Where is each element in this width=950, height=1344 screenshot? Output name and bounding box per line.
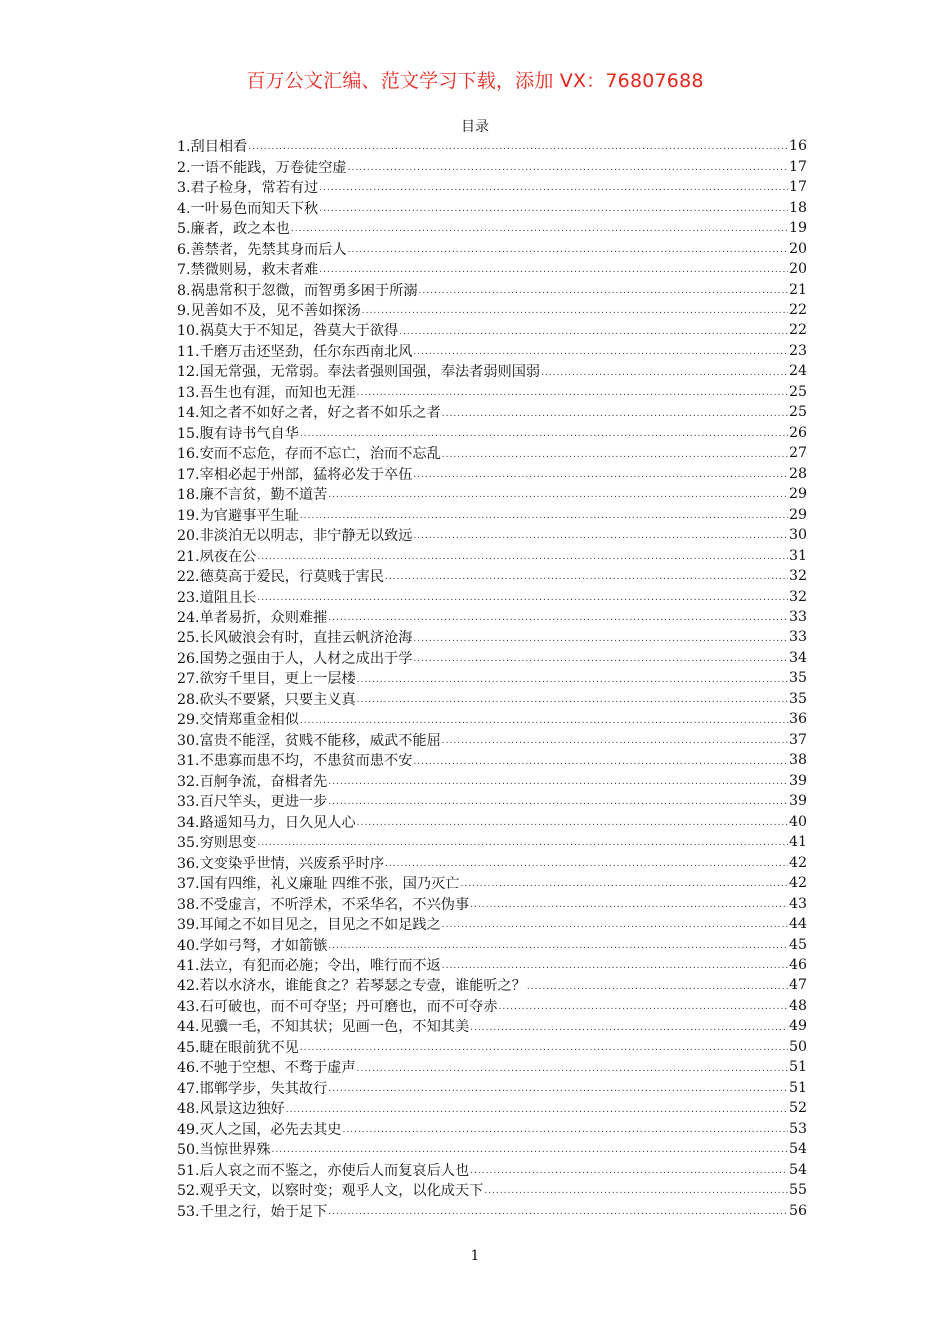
toc-entry-title: 49.灭人之国，必先去其史 — [177, 1121, 342, 1138]
toc-entry[interactable] — [177, 1159, 807, 1179]
toc-entry[interactable] — [177, 156, 807, 176]
dot-leader — [328, 941, 788, 955]
toc-entry-title: 24.单者易折，众则难摧 — [177, 610, 328, 627]
dot-leader — [348, 245, 788, 259]
toc-entry-title: 46.不驰于空想、不骛于虚声 — [177, 1060, 356, 1077]
toc-entry-page: 55 — [788, 1182, 807, 1199]
toc-entry[interactable] — [177, 218, 807, 238]
dot-leader — [470, 900, 788, 914]
toc-entry[interactable] — [177, 1016, 807, 1036]
toc-entry[interactable] — [177, 361, 807, 381]
toc-entry-page: 23 — [788, 342, 807, 359]
toc-entry-title: 11.千磨万击还坚劲，任尔东西南北风 — [177, 343, 413, 360]
toc-entry-title: 48.风景这边独好 — [177, 1101, 285, 1118]
toc-entry-title: 9.见善如不及，见不善如探汤 — [177, 302, 361, 319]
dot-leader — [460, 879, 787, 893]
dot-leader — [470, 1166, 788, 1180]
toc-entry-title: 26.国势之强由于人，人材之成出于学 — [177, 650, 413, 667]
toc-entry-title: 40.学如弓弩，才如箭镞 — [177, 937, 328, 954]
toc-entry[interactable] — [177, 1180, 807, 1200]
toc-entry-page: 31 — [788, 547, 807, 564]
toc-entry-title: 47.邯郸学步，失其故行 — [177, 1080, 328, 1097]
dot-leader — [300, 716, 788, 730]
toc-entry-page: 24 — [788, 363, 807, 380]
dot-leader — [328, 490, 788, 504]
promo-banner: 百万公文汇编、范文学习下载，添加 VX：76807688 — [246, 70, 704, 92]
dot-leader — [300, 429, 788, 443]
toc-entry[interactable] — [177, 934, 807, 954]
toc-entry[interactable] — [177, 893, 807, 913]
toc-entry-page: 51 — [788, 1059, 807, 1076]
toc-entry[interactable] — [177, 873, 807, 893]
toc-entry[interactable] — [177, 545, 807, 565]
toc-entry-page: 20 — [788, 261, 807, 278]
dot-leader — [413, 757, 788, 771]
toc-entry-title: 14.知之者不如好之者，好之者不如乐之者 — [177, 405, 441, 422]
toc-entry[interactable] — [177, 811, 807, 831]
toc-entry[interactable] — [177, 668, 807, 688]
toc-entry[interactable] — [177, 648, 807, 668]
toc-entry-page: 47 — [788, 977, 807, 994]
toc-entry-page: 42 — [788, 875, 807, 892]
toc-entry-title: 10.祸莫大于不知足，咎莫大于欲得 — [177, 323, 399, 340]
dot-leader — [328, 1084, 788, 1098]
toc-entry-title: 8.祸患常积于忽微，而智勇多困于所溺 — [177, 282, 418, 299]
toc-entry[interactable] — [177, 197, 807, 217]
toc-entry-page: 32 — [788, 588, 807, 605]
toc-title: 目录 — [461, 119, 489, 135]
toc-entry-page: 16 — [788, 138, 807, 155]
dot-leader — [342, 1125, 787, 1139]
toc-entry-title: 19.为官避事平生耻 — [177, 507, 299, 524]
dot-leader — [291, 224, 788, 238]
toc-entry[interactable] — [177, 750, 807, 770]
toc-entry-page: 27 — [788, 445, 807, 462]
toc-entry[interactable] — [177, 279, 807, 299]
dot-leader — [357, 675, 788, 689]
dot-leader — [419, 286, 788, 300]
dot-leader — [385, 572, 788, 586]
toc-entry[interactable] — [177, 730, 807, 750]
toc-entry-page: 34 — [788, 649, 807, 666]
toc-entry-title: 13.吾生也有涯，而知也无涯 — [177, 384, 356, 401]
toc-entry-page: 51 — [788, 1079, 807, 1096]
toc-entry[interactable] — [177, 320, 807, 340]
dot-leader — [442, 450, 788, 464]
dot-leader — [257, 593, 788, 607]
toc-entry[interactable] — [177, 402, 807, 422]
toc-entry-page: 35 — [788, 690, 807, 707]
toc-entry-title: 33.百尺竿头，更进一步 — [177, 794, 328, 811]
toc-entry-page: 26 — [788, 424, 807, 441]
dot-leader — [328, 797, 788, 811]
toc-entry-page: 53 — [788, 1120, 807, 1137]
toc-entry-title: 1.刮目相看 — [177, 139, 248, 156]
dot-leader — [362, 306, 788, 320]
toc-entry[interactable] — [177, 914, 807, 934]
toc-entry-page: 39 — [788, 793, 807, 810]
toc-entry[interactable] — [177, 791, 807, 811]
toc-entry-page: 18 — [788, 199, 807, 216]
toc-entry[interactable] — [177, 1200, 807, 1220]
toc-entry[interactable] — [177, 852, 807, 872]
toc-entry-title: 27.欲穷千里目，更上一层楼 — [177, 671, 356, 688]
toc-entry[interactable] — [177, 341, 807, 361]
toc-entry-title: 15.腹有诗书气自华 — [177, 425, 299, 442]
dot-leader — [399, 327, 788, 341]
toc-entry-page: 49 — [788, 1018, 807, 1035]
toc-entry-page: 52 — [788, 1100, 807, 1117]
dot-leader — [286, 1105, 788, 1119]
toc-entry[interactable] — [177, 832, 807, 852]
toc-entry-page: 37 — [788, 731, 807, 748]
toc-entry-title: 51.后人哀之而不鉴之，亦使后人而复哀后人也 — [177, 1162, 470, 1179]
toc-entry-title: 16.安而不忘危，存而不忘亡，治而不忘乱 — [177, 446, 441, 463]
toc-entry-title: 42.若以水济水，谁能食之？若琴瑟之专壹，谁能听之？ — [177, 978, 526, 995]
toc-entry-title: 23.道阻且长 — [177, 589, 257, 606]
toc-entry[interactable] — [177, 423, 807, 443]
toc-entry-title: 44.见骥一毛，不知其状；见画一色，不知其美 — [177, 1019, 470, 1036]
toc-entry-page: 25 — [788, 404, 807, 421]
dot-leader — [442, 961, 788, 975]
toc-entry-title: 2.一语不能践，万卷徒空虚 — [177, 159, 347, 176]
toc-entry[interactable] — [177, 1078, 807, 1098]
toc-entry[interactable] — [177, 504, 807, 524]
toc-entry[interactable] — [177, 955, 807, 975]
toc-entry-page: 45 — [788, 936, 807, 953]
dot-leader — [385, 859, 788, 873]
toc-entry-title: 43.石可破也，而不可夺坚；丹可磨也，而不可夺赤 — [177, 998, 498, 1015]
dot-leader — [357, 818, 788, 832]
toc-entry-page: 17 — [788, 179, 807, 196]
dot-leader — [413, 347, 788, 361]
toc-entry-page: 54 — [788, 1141, 807, 1158]
toc-entry[interactable] — [177, 464, 807, 484]
dot-leader — [357, 1064, 788, 1078]
toc-entry-page: 17 — [788, 158, 807, 175]
toc-entry[interactable] — [177, 177, 807, 197]
dot-leader — [470, 1023, 788, 1037]
dot-leader — [442, 920, 788, 934]
toc-entry-page: 44 — [788, 916, 807, 933]
toc-entry[interactable] — [177, 238, 807, 258]
toc-entry-title: 4.一叶易色而知天下秋 — [177, 200, 319, 217]
dot-leader — [484, 1186, 788, 1200]
table-of-contents — [177, 136, 807, 1221]
dot-leader — [357, 695, 788, 709]
toc-entry-title: 52.观乎天文，以察时变；观乎人文，以化成天下 — [177, 1183, 484, 1200]
toc-entry[interactable] — [177, 300, 807, 320]
toc-entry[interactable] — [177, 627, 807, 647]
toc-entry[interactable] — [177, 484, 807, 504]
toc-entry-page: 38 — [788, 752, 807, 769]
toc-entry-page: 41 — [788, 834, 807, 851]
toc-entry-title: 7.禁微则易，救末者难 — [177, 262, 319, 279]
toc-entry[interactable] — [177, 607, 807, 627]
dot-leader — [328, 613, 788, 627]
toc-entry[interactable] — [177, 443, 807, 463]
toc-entry-title: 30.富贵不能淫，贫贱不能移，威武不能屈 — [177, 732, 441, 749]
toc-entry-page: 19 — [788, 220, 807, 237]
toc-entry-title: 21.夙夜在公 — [177, 548, 257, 565]
dot-leader — [300, 511, 788, 525]
toc-entry-page: 22 — [788, 301, 807, 318]
toc-entry-page: 43 — [788, 895, 807, 912]
toc-entry-page: 29 — [788, 506, 807, 523]
dot-leader — [442, 736, 788, 750]
toc-entry[interactable] — [177, 259, 807, 279]
toc-entry-title: 12.国无常强，无常弱。奉法者强则国强，奉法者弱则国弱 — [177, 364, 541, 381]
toc-entry-title: 35.穷则思变 — [177, 835, 257, 852]
toc-entry-title: 22.德莫高于爱民，行莫贱于害民 — [177, 569, 385, 586]
toc-entry-title: 3.君子检身，常若有过 — [177, 180, 319, 197]
toc-entry-page: 36 — [788, 711, 807, 728]
toc-entry-page: 46 — [788, 956, 807, 973]
toc-entry[interactable] — [177, 996, 807, 1016]
dot-leader — [328, 777, 788, 791]
toc-entry-title: 28.砍头不要紧，只要主义真 — [177, 691, 356, 708]
toc-entry-title: 37.国有四维，礼义廉耻 四维不张，国乃灭亡 — [177, 876, 460, 893]
toc-entry-title: 25.长风破浪会有时，直挂云帆济沧海 — [177, 630, 413, 647]
dot-leader — [413, 654, 788, 668]
dot-leader — [319, 183, 788, 197]
toc-entry[interactable] — [177, 709, 807, 729]
dot-leader — [348, 163, 788, 177]
toc-entry[interactable] — [177, 566, 807, 586]
toc-entry-page: 25 — [788, 383, 807, 400]
dot-leader — [272, 1145, 788, 1159]
toc-entry-title: 34.路遥知马力，日久见人心 — [177, 814, 356, 831]
toc-entry-page: 33 — [788, 629, 807, 646]
toc-entry[interactable] — [177, 1037, 807, 1057]
toc-entry[interactable] — [177, 586, 807, 606]
toc-entry-title: 36.文变染乎世情，兴废系乎时序 — [177, 855, 385, 872]
toc-entry-title: 41.法立，有犯而必施；令出，唯行而不返 — [177, 957, 441, 974]
dot-leader — [499, 1002, 788, 1016]
dot-leader — [442, 409, 788, 423]
toc-entry-title: 45.睫在眼前犹不见 — [177, 1039, 299, 1056]
toc-entry-page: 28 — [788, 465, 807, 482]
dot-leader — [413, 470, 788, 484]
toc-entry-page: 32 — [788, 568, 807, 585]
toc-entry-page: 29 — [788, 486, 807, 503]
toc-entry-page: 22 — [788, 322, 807, 339]
toc-entry-page: 33 — [788, 609, 807, 626]
toc-entry-page: 42 — [788, 854, 807, 871]
toc-entry[interactable] — [177, 382, 807, 402]
toc-entry-page: 39 — [788, 772, 807, 789]
toc-entry[interactable] — [177, 1098, 807, 1118]
dot-leader — [413, 634, 788, 648]
toc-entry[interactable] — [177, 136, 807, 156]
toc-entry-title: 18.廉不言贫，勤不道苦 — [177, 487, 328, 504]
toc-entry-page: 40 — [788, 813, 807, 830]
dot-leader — [541, 368, 788, 382]
dot-leader — [328, 1207, 788, 1221]
toc-entry[interactable] — [177, 1057, 807, 1077]
dot-leader — [300, 1043, 788, 1057]
dot-leader — [319, 265, 788, 279]
toc-entry-page: 48 — [788, 997, 807, 1014]
toc-entry-page: 35 — [788, 670, 807, 687]
toc-entry-title: 39.耳闻之不如目见之，目见之不如足践之 — [177, 917, 441, 934]
dot-leader — [257, 552, 788, 566]
toc-entry-title: 17.宰相必起于州部，猛将必发于卒伍 — [177, 466, 413, 483]
page-number: 1 — [470, 1248, 480, 1264]
dot-leader — [413, 531, 788, 545]
toc-entry-page: 56 — [788, 1202, 807, 1219]
dot-leader — [248, 142, 788, 156]
toc-entry-title: 32.百舸争流，奋楫者先 — [177, 773, 328, 790]
toc-entry-page: 50 — [788, 1038, 807, 1055]
toc-entry-page: 20 — [788, 240, 807, 257]
toc-entry-title: 53.千里之行，始于足下 — [177, 1203, 328, 1220]
toc-entry-page: 30 — [788, 527, 807, 544]
toc-entry[interactable] — [177, 771, 807, 791]
toc-entry-title: 29.交情郑重金相似 — [177, 712, 299, 729]
toc-entry-title: 38.不受虚言，不听浮术，不采华名，不兴伪事 — [177, 896, 470, 913]
toc-entry[interactable] — [177, 975, 807, 995]
toc-entry[interactable] — [177, 1119, 807, 1139]
toc-entry-title: 20.非淡泊无以明志，非宁静无以致远 — [177, 528, 413, 545]
toc-entry-title: 5.廉者，政之本也 — [177, 221, 290, 238]
dot-leader — [319, 204, 788, 218]
toc-entry-page: 21 — [788, 281, 807, 298]
toc-entry-title: 6.善禁者，先禁其身而后人 — [177, 241, 347, 258]
toc-entry[interactable] — [177, 689, 807, 709]
toc-entry-page: 54 — [788, 1161, 807, 1178]
dot-leader — [257, 838, 788, 852]
dot-leader — [527, 982, 788, 996]
toc-entry-title: 50.当惊世界殊 — [177, 1142, 271, 1159]
toc-entry-title: 31.不患寡而患不均，不患贫而患不安 — [177, 753, 413, 770]
toc-entry[interactable] — [177, 1139, 807, 1159]
dot-leader — [357, 388, 788, 402]
toc-entry[interactable] — [177, 525, 807, 545]
